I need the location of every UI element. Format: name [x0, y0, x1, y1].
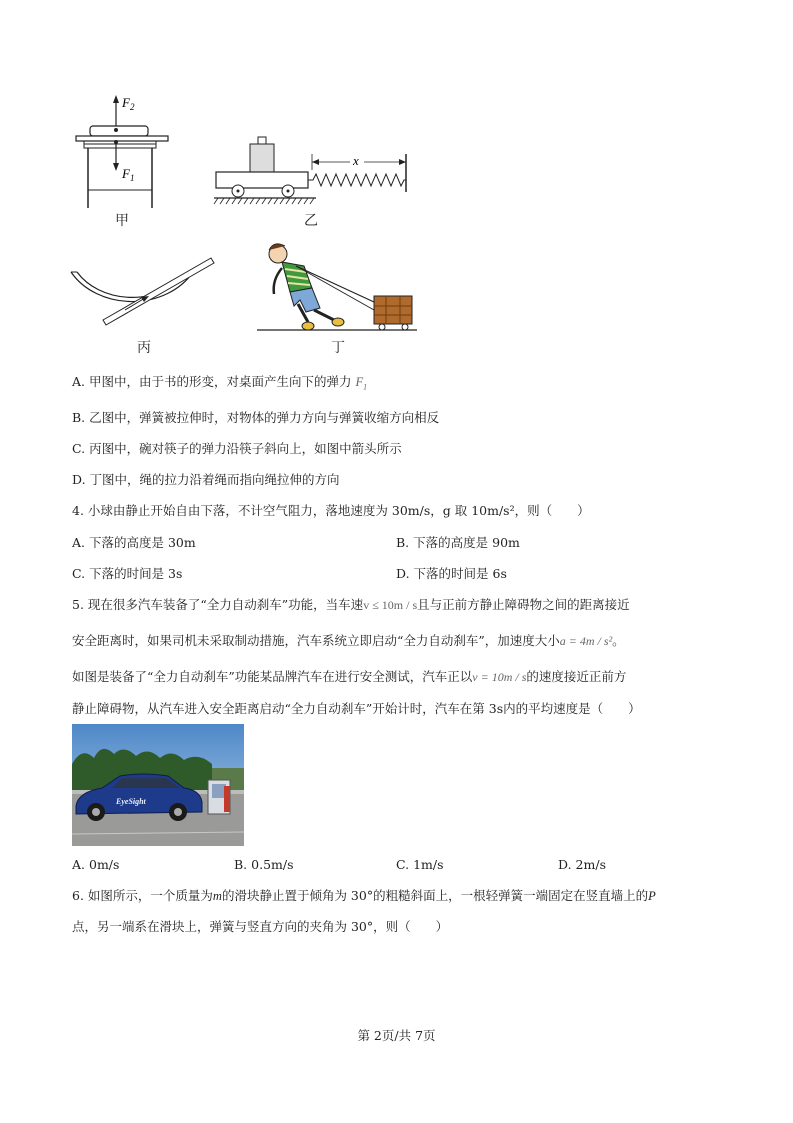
- yi-x-label: x: [353, 153, 359, 168]
- figure-ding: [252, 236, 422, 336]
- q3-option-b: [72, 410, 439, 426]
- q5-option-a: A. 0m/s: [72, 857, 120, 872]
- option-letter: D.: [72, 472, 86, 487]
- page-number: 第 2页/共 7页: [357, 1028, 436, 1043]
- jia-f2-label: $F_2$: [122, 95, 135, 112]
- caption-bing: 丙: [137, 340, 151, 356]
- car-eyesight-text: EyeSight: [116, 797, 146, 806]
- q4-option-d: D. 下落的时间是 6s: [396, 566, 507, 581]
- q5-option-d: D. 2m/s: [558, 857, 606, 872]
- q4-option-c: C. 下落的时间是 3s: [72, 566, 183, 581]
- caption-jia: 甲: [115, 213, 129, 229]
- q4-stem: 4. 小球由静止开始自由下落，不计空气阻力，落地速度为 30m/s，g 取 10m/s²，则（ ）: [72, 503, 590, 518]
- q5-line-4: 静止障碍物，从汽车进入安全距离启动“全力自动刹车”开始计时，汽车在第 3s内的平均速度是（ ）: [72, 701, 641, 716]
- q3-option-d: [72, 472, 340, 488]
- q3-option-a: [72, 374, 367, 396]
- option-letter: C.: [72, 441, 86, 456]
- jia-f1-label: $F_1$: [122, 166, 135, 183]
- figure-jia: [70, 92, 180, 227]
- q4-option-b: B. 下落的高度是 90m: [396, 535, 520, 550]
- q5-line-1: 5. 现在很多汽车装备了“全力自动刹车”功能，当车速v ≤ 10m / s且与正前方静止障碍物之间的距离接近: [72, 597, 630, 612]
- option-math: $F_1$: [355, 375, 368, 392]
- q5-line-3: 如图是装备了“全力自动刹车”功能某品牌汽车在进行安全测试，汽车正以v = 10m / s的速度接近正前方: [72, 669, 627, 684]
- figure-yi: [210, 132, 415, 212]
- q5-option-b: B. 0.5m/s: [234, 857, 294, 872]
- q3-option-c: [72, 441, 402, 457]
- caption-yi: 乙: [304, 213, 318, 229]
- option-text: 丙图中，碗对筷子的弹力沿筷子斜向上，如图中箭头所示: [89, 441, 402, 456]
- figure-bing: [65, 250, 220, 335]
- q6-line-1: 6. 如图所示，一个质量为m的滑块静止置于倾角为 30°的粗糙斜面上，一根轻弹簧一端固定在竖直墙上的P: [72, 888, 656, 903]
- q4-option-a: A. 下落的高度是 30m: [72, 535, 196, 550]
- caption-ding: 丁: [331, 340, 345, 356]
- option-letter: A.: [72, 374, 86, 389]
- option-text: 乙图中，弹簧被拉伸时，对物体的弹力方向与弹簧收缩方向相反: [89, 410, 440, 425]
- option-letter: B.: [72, 410, 86, 425]
- q6-line-2: 点，另一端系在滑块上，弹簧与竖直方向的夹角为 30°，则（ ）: [72, 919, 449, 934]
- option-text: 丁图中，绳的拉力沿着绳而指向绳拉伸的方向: [89, 472, 340, 487]
- q5-option-c: C. 1m/s: [396, 857, 444, 872]
- option-text: 甲图中，由于书的形变，对桌面产生向下的弹力: [89, 374, 352, 389]
- q5-line-2: 安全距离时，如果司机未采取制动措施，汽车系统立即启动“全力自动刹车”，加速度大小a = 4m / s²。: [72, 633, 625, 648]
- car-test-photo: [72, 724, 244, 846]
